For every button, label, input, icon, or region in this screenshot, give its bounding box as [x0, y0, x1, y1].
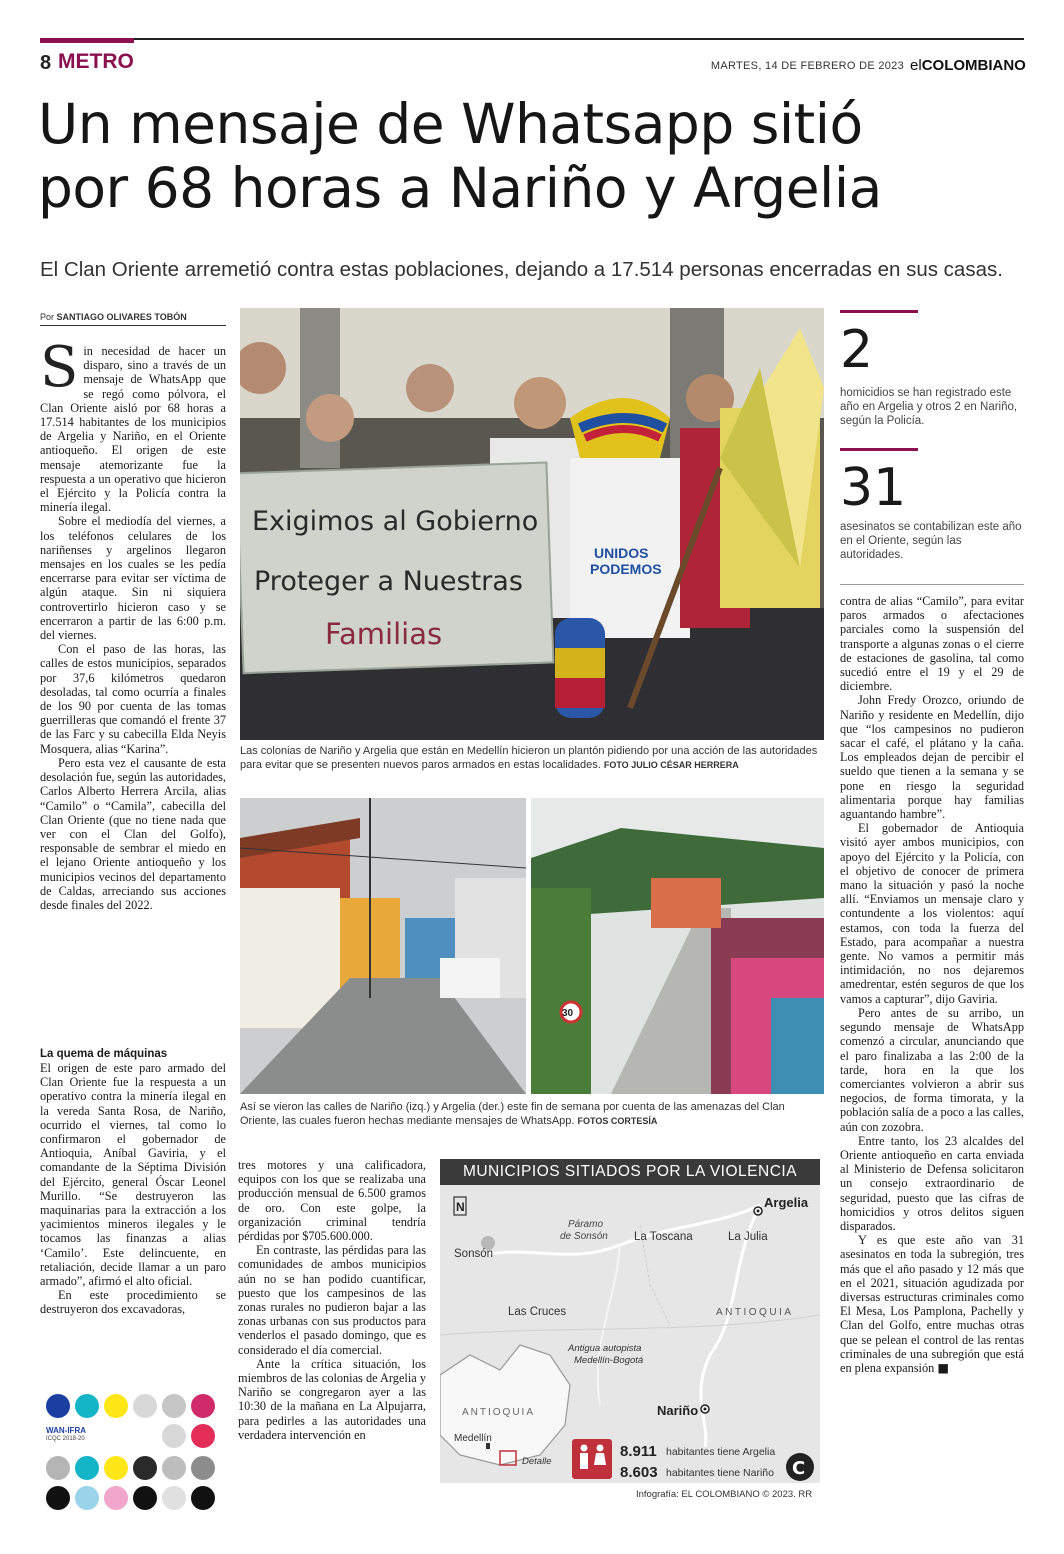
- label-las-cruces: Las Cruces: [508, 1306, 567, 1318]
- stat-number: 2: [840, 320, 874, 380]
- byline: Por SANTIAGO OLIVARES TOBÓN: [40, 312, 226, 326]
- drop-cap: S: [40, 335, 79, 400]
- paragraph: El origen de este paro armado del Clan Oriente fue la respuesta a un operativo contra la minería ilegal en la vereda Santa Rosa, de Nariño, ocurrido el viernes, tal como lo confirmaron el gobernador de Antioquia, Aníbal Gaviria, y el comandante de la Séptima División del Ejército, general Óscar Leonel Murillo. “Se destruyeron las maquinarias para la extracción a los yacimientos mineros ilegales y le tocamos las finanzas a alias ‘Camilo’. Este delincuente, en retaliación, decide llamar a un paro armado”, afirmó el alto oficial.: [40, 1061, 226, 1289]
- print-color-bar: [46, 1394, 218, 1512]
- label-autopista-2: Medellín-Bogotá: [574, 1355, 644, 1366]
- shirt-text-1: UNIDOS: [594, 545, 649, 561]
- stat-description: homicidios se han registrado este año en Argelia y otros 2 en Nariño, según la Policía.: [840, 387, 1018, 427]
- sign-line-3: Familias: [325, 617, 443, 651]
- paragraph: tres motores y una calificadora, equipos con los que se realizaba una producción mensual de 6.500 gramos de oro. Con este golpe, la organización criminal tendría pérdidas por $705.600.000.: [238, 1158, 426, 1244]
- paragraph: Sobre el mediodía del viernes, a los teléfonos celulares de los nariñenses y argelinos llegaron mensajes en los cuales se les pedía encerrarse para evitar ser víctima de algún ataque. Sin ni siquiera controvertirlo hicieron caso y se encerraron a partir de las 6:00 p.m. del viernes.: [40, 514, 226, 643]
- label-detalle: Detalle: [522, 1456, 552, 1467]
- page-number: 8: [40, 52, 52, 74]
- pop-argelia-label: habitantes tiene Argelia: [666, 1446, 776, 1458]
- wan-ifra-label: WAN-IFRA: [46, 1426, 86, 1435]
- sign-line-1: Exigimos al Gobierno: [252, 506, 539, 537]
- paragraph: John Fredy Orozco, oriundo de Nariño y residente en Medellín, dijo que “los campesinos no pudieron sacar el café, el plátano y la caña. Los empleados dejan de percibir el sueldo que tienen a la semana y se pone en riesgo la seguridad alimentaria porque hay familias aguantando hambre”.: [840, 693, 1024, 822]
- label-sonson: Sonsón: [454, 1248, 494, 1260]
- label-de-sonson: de Sonsón: [560, 1231, 608, 1242]
- argelia-street-photo: [531, 798, 824, 1094]
- article-column-1: [40, 335, 226, 912]
- paragraph: En contraste, las pérdidas para las comunidades de ambos municipios aún no se han podido cuantificar, puesto que los campesinos de las zonas rurales no pudieron bajar a las zonas urbanas con sus productos para venderlos el pasado domingo, que es considerado el día comercial.: [238, 1243, 426, 1357]
- label-medellin: Medellín: [454, 1433, 492, 1444]
- paragraph: Ante la crítica situación, los miembros de las colonias de Argelia y Nariño se congregaron ayer a las 10:30 de la mañana en La Alpujarra, para pedirles a las autoridades una verdadera intervención en: [238, 1356, 426, 1442]
- label-antioquia-inset: ANTIOQUIA: [462, 1407, 536, 1418]
- subheadline: El Clan Oriente arremetió contra estas poblaciones, dejando a 17.514 personas encerradas en sus casas.: [40, 258, 1003, 281]
- article-column-3: [840, 594, 1024, 1375]
- headline-line-2: por 68 horas a Nariño y Argelia: [38, 156, 882, 220]
- shirt-text-2: PODEMOS: [590, 561, 662, 577]
- label-antioquia: ANTIOQUIA: [716, 1307, 794, 1318]
- paragraph: Pero esta vez el causante de esta desolación fue, según las autoridades, Carlos Alberto Herrera Arcila, alias “Camilo” o “Camila”, cabecilla del Clan Oriente (que no tiene nada que ver con el Clan del Golfo), responsable de sembrar el miedo en el lejano Oriente antioqueño y los municipios vecinos del departamento de Caldas, arreciando sus acciones desde finales del 2022.: [40, 755, 226, 912]
- photo-caption-2: Así se vieron las calles de Nariño (izq.) y Argelia (der.) este fin de semana por cuenta de las amenazas del Clan Oriente, las cuales fueron hechas mediante mensajes de WhatsApp. FOTOS CORTESÍA: [240, 1101, 785, 1127]
- header-rule: [40, 38, 1024, 40]
- speed-sign-text: 30: [562, 1008, 574, 1019]
- section-name: METRO: [58, 50, 134, 73]
- photo-caption-1: Las colonias de Nariño y Argelia que están en Medellín hicieron un plantón pidiendo por una acción de las autoridades para evitar que se presenten nuevos paros armados en estas localidades. FOTO JULIO CÉSAR HERRERA: [240, 745, 818, 771]
- population-icon: [572, 1439, 612, 1479]
- label-la-julia: La Julia: [728, 1231, 768, 1243]
- sign-line-2: Proteger a Nuestras: [254, 566, 523, 597]
- headline: [38, 92, 1028, 220]
- narino-street-photo: [240, 798, 526, 1094]
- label-argelia: Argelia: [764, 1195, 809, 1210]
- pop-narino-label: habitantes tiene Nariño: [666, 1467, 774, 1479]
- paragraph: Pero antes de su arribo, un segundo mensaje de WhatsApp comenzó a circular, anunciando que el paro finalizaba a las 2:00 de la tarde, hora en la que los comerciantes volvieron a abrir sus negocios, de forma timorata, y la población salía de a poco a las calles, aún con zozobra.: [840, 1005, 1024, 1134]
- section-subtitle: La quema de máquinas: [40, 1048, 168, 1060]
- stat-description: asesinatos se contabilizan este año en el Oriente, según las autoridades.: [840, 521, 1022, 561]
- pop-narino-value: 8.603: [620, 1464, 658, 1481]
- label-paramo: Páramo: [568, 1219, 604, 1230]
- issue-date: MARTES, 14 DE FEBRERO DE 2023: [710, 60, 904, 72]
- paragraph: Sin necesidad de hacer un disparo, sino a través de un mensaje de WhatsApp que se regó como pólvora, el Clan Oriente aisló por 68 horas a 17.514 habitantes de los municipios de Argelia y Nariño, en el Oriente antioqueño. El origen de este mensaje atemorizante fue la respuesta a un operativo que hicieron el Ejército y la Policía contra la minería ilegal.: [40, 335, 226, 515]
- paragraph: contra de alias “Camilo”, para evitar paros armados o afectaciones parciales como la suspensión del transporte a algunas zonas o el cierre de estaciones de gasolina, tal como sucedió entre el 19 y el 29 de diciembre.: [840, 594, 1024, 694]
- paragraph: El gobernador de Antioquia visitó ayer ambos municipios, con apoyo del Ejército y la Policía, con el objetivo de conocer de primera mano la situación y pasó la noche allí. “Enviamos un mensaje claro y contundente a los violentos: aquí estamos, con toda la fuerza del Estado, para acompañar a nuestra gente. No vamos a permitir más intimidación, no nos dejaremos amedrentar, estén seguros de que los vamos a capturar”, dijo Gaviria.: [840, 821, 1024, 1006]
- protest-photo: [240, 308, 824, 740]
- stat-number: 31: [840, 458, 907, 518]
- label-narino: Nariño: [657, 1403, 699, 1418]
- label-la-toscana: La Toscana: [634, 1231, 693, 1243]
- infographic-map: [440, 1185, 820, 1483]
- section-accent-bar: [40, 38, 134, 43]
- paragraph: Entre tanto, los 23 alcaldes del Oriente antioqueño en carta enviada al Ministerio de Defensa solicitaron un consejo extraordinario de seguridad, puesto que las cifras de homicidios y otros delitos siguen disparados.: [840, 1133, 1024, 1233]
- north-arrow: N: [456, 1200, 465, 1214]
- newspaper-brand: elCOLOMBIANO: [910, 57, 1026, 74]
- stat-divider: [840, 584, 1024, 585]
- infographic-title: MUNICIPIOS SITIADOS POR LA VIOLENCIA: [440, 1159, 820, 1185]
- stat-accent-bar: [840, 448, 918, 451]
- paragraph: Con el paso de las horas, las calles de estos municipios, separados por 37,6 kilómetros quedaron desoladas, tal como ocurría a finales de los 90 por cuenta de las tomas guerrilleras que comandó el frente 37 de las Farc y su cabecilla Elda Neyis Mosquera, alias “Karina”.: [40, 642, 226, 756]
- infographic-credit: Infografía: EL COLOMBIANO © 2023. RR: [636, 1489, 813, 1500]
- article-column-2: [238, 1158, 426, 1442]
- label-autopista-1: Antigua autopista: [568, 1343, 642, 1354]
- stat-accent-bar: [840, 310, 918, 313]
- headline-line-1: Un mensaje de Whatsapp sitió: [38, 92, 863, 156]
- brand-logo-icon: C: [792, 1458, 806, 1479]
- paragraph: Y es que este año van 31 asesinatos en toda la subregión, tres más que el año pasado y 12 más que en el 2021, situación agudizada por diversas estructuras criminales como El Mesa, Los Pamplona, Pachelly y Clan del Golfo, entre muchas otras que se pelean el control de las rentas criminales de una subregión que está en plena expansión ■: [840, 1233, 1024, 1375]
- icqc-label: ICQC 2018-20: [46, 1436, 85, 1442]
- paragraph: En este procedimiento se destruyeron dos excavadoras,: [40, 1288, 226, 1317]
- end-mark: ■: [937, 1360, 949, 1375]
- pop-argelia-value: 8.911: [620, 1443, 657, 1460]
- article-column-1-lower: [40, 1040, 226, 1317]
